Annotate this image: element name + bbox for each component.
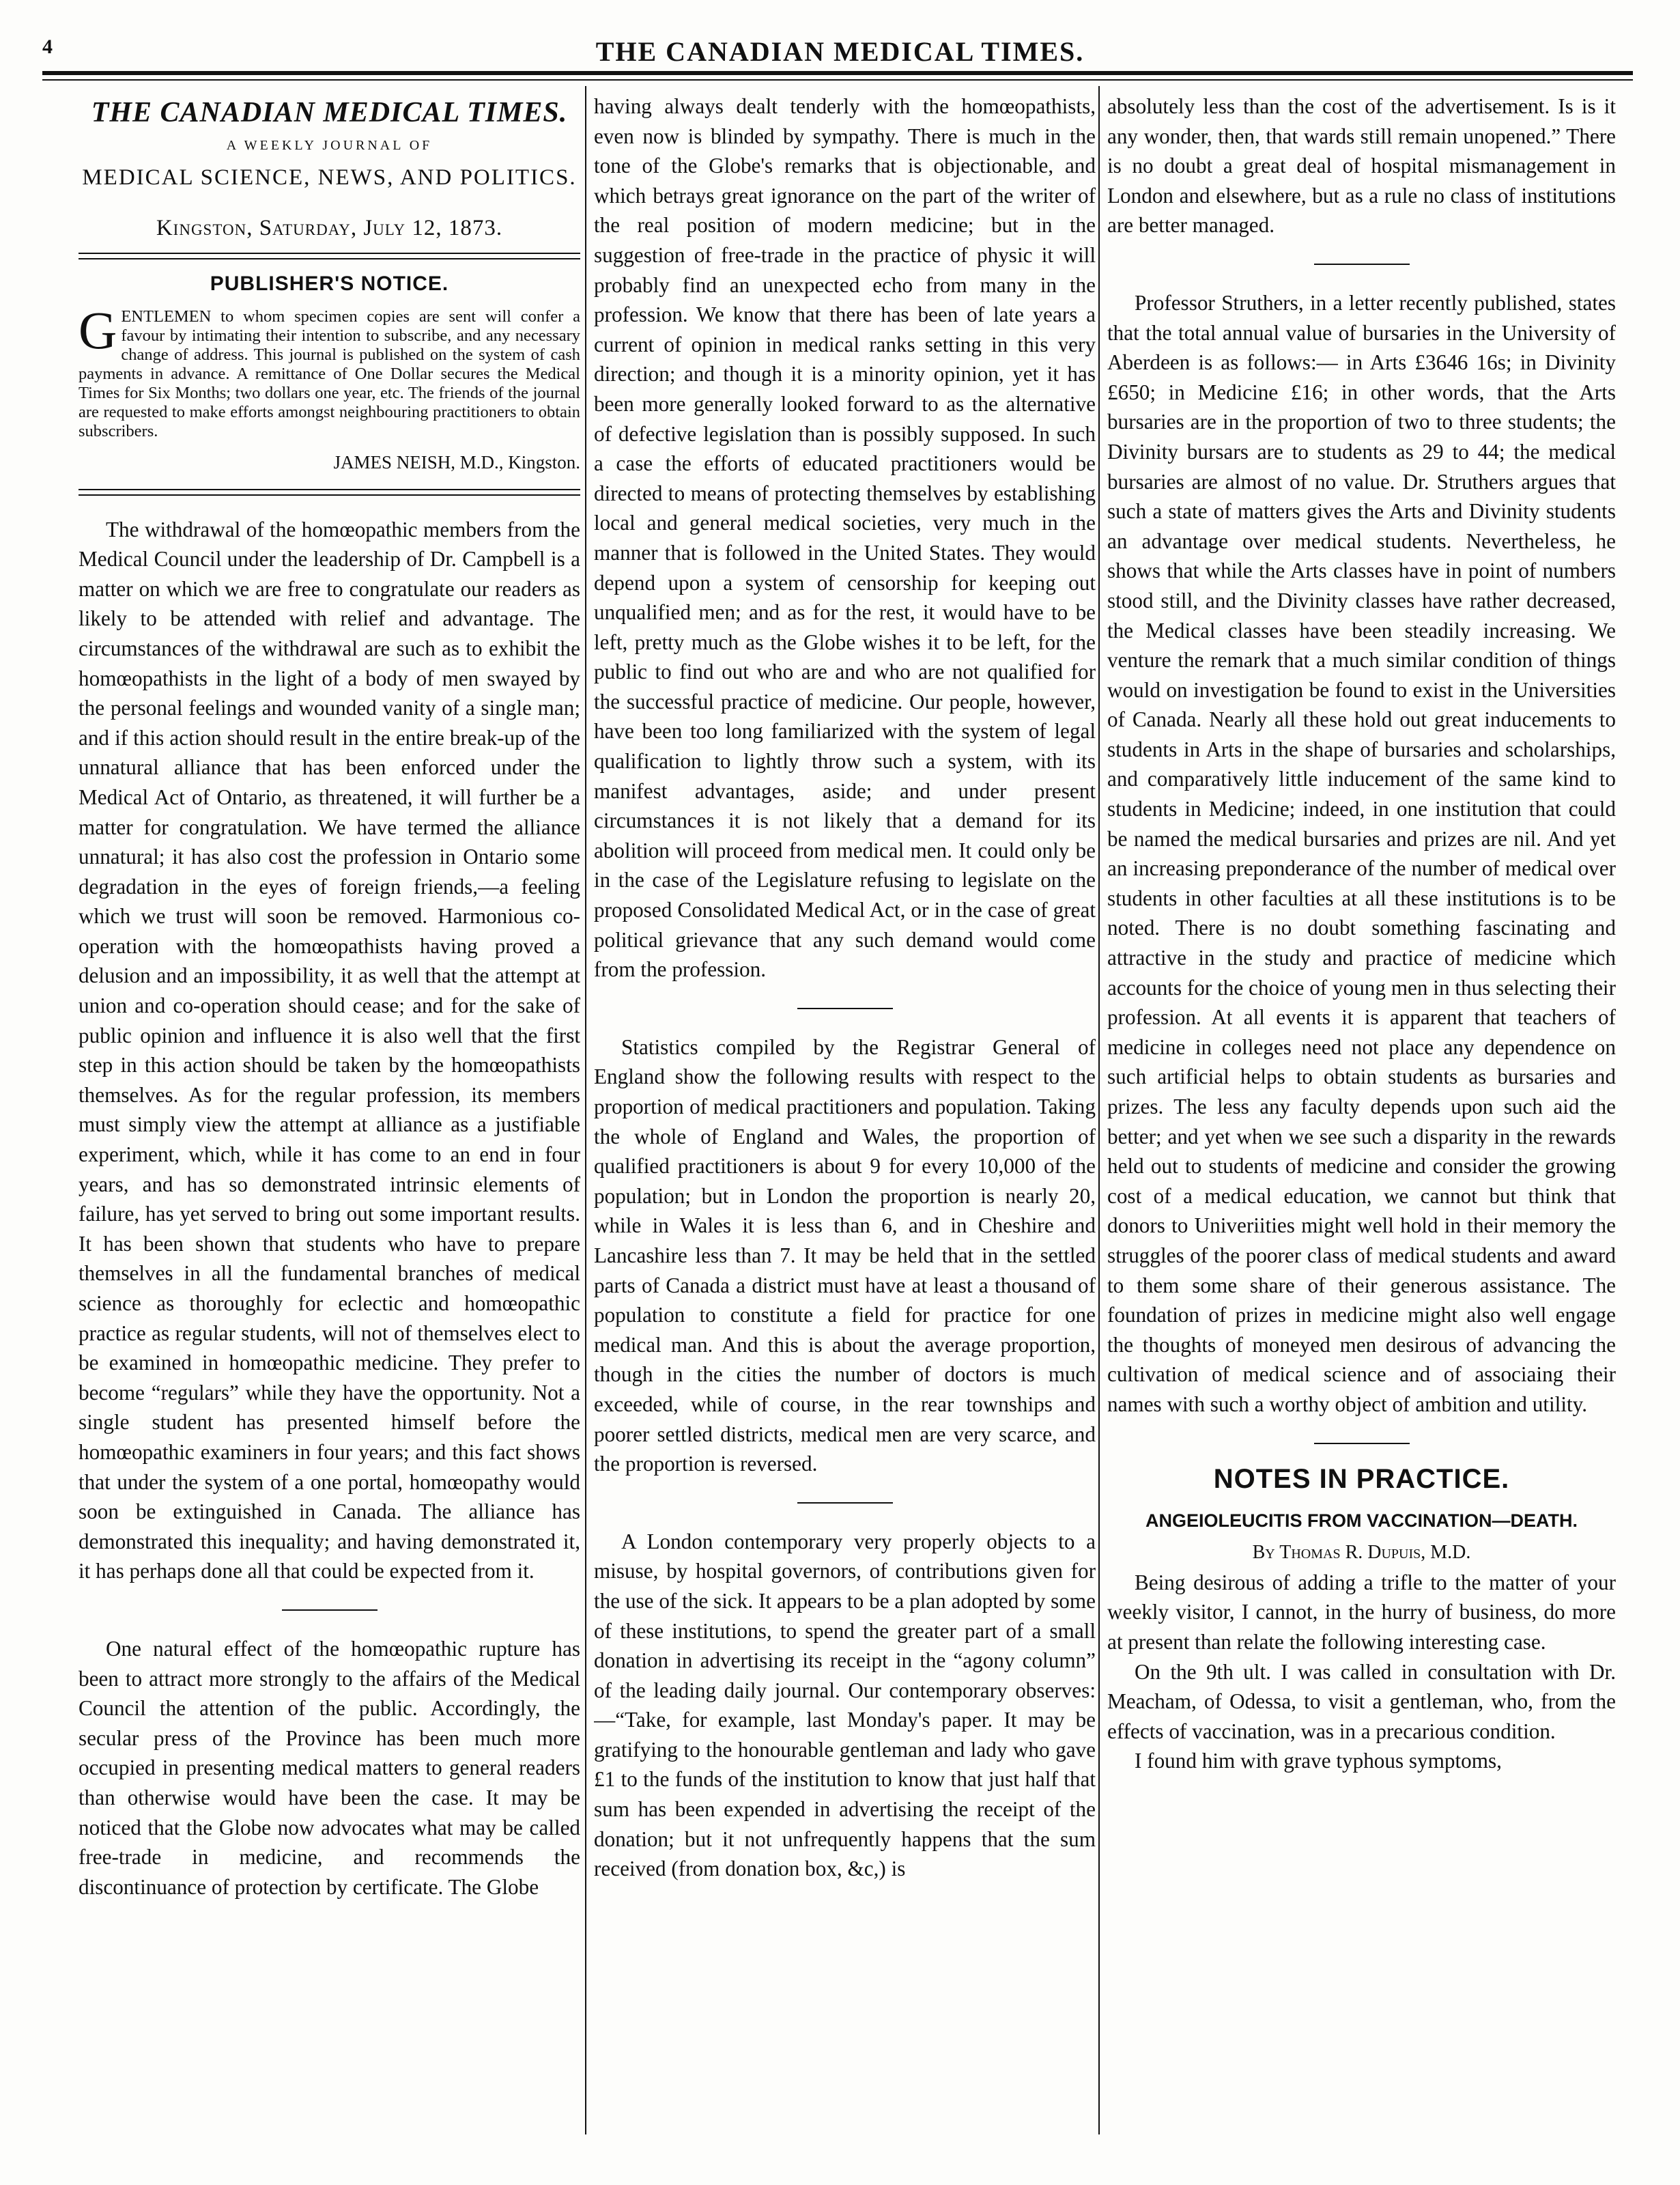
editorial-paragraph: Professor Struthers, in a letter recently published, states that the total annual value of bursaries in the University of Aberdeen is as follows:— in Arts £3646 16s; in Divinity £650; in Medicine £16; in other words, that the Arts bursaries are in the proportion of two to three students; the Divinity bursars are to students as 29 to 44; the medical bursaries are almost of no value. Dr. Struthers argues that such a state of matters gives the Arts and Divinity students an advantage over medical students. Nevertheless, he shows that while the Arts classes have in point of numbers stood still, and the Divinity classes have rather decreased, the Medical classes have been steadily increasing. We venture the remark that a much similar condition of things would on investigation be found to exist in the Universities of Canada. Nearly all these hold out great inducements to students in Arts in the shape of bursaries and scholarships, and comparatively little inducement of the same kind to students in Medicine; indeed, in one institution that could be named the medical bursaries and prizes are nil. And yet an increasing preponderance of the number of medical over students in other faculties at all these institutions is to be noted. There is no doubt something fascinating and attractive in the study and practice of medicine which accounts for the choice of young men in thus selecting their profession. At all events it is apparent that teachers of medicine in colleges need not place any dependence on such artificial helps to obtain students as bursaries and prizes. The less any faculty depends upon such aid the better; and yet when we see such a disparity in the rewards held out to students of medicine and consider the growing cost of a medical education, we cannot but think that donors to Univeriities might well hold in their memory the struggles of the poorer class of medical students and award to them some share of their generous assistance. The foundation of prizes in medicine might also well engage the thoughts of moneyed men desirous of advancing the cultivation of medical science and of associaing their names with such a worthy object of ambition and utility.	[1107, 290, 1616, 1416]
masthead-subtitle: A WEEKLY JOURNAL OF	[226, 137, 433, 153]
masthead-title: THE CANADIAN MEDICAL TIMES.	[91, 97, 568, 128]
column-1	[79, 91, 580, 2133]
column-divider-2	[1098, 86, 1100, 2134]
notice-heading: PUBLISHER'S NOTICE.	[210, 272, 449, 296]
column-divider-1	[585, 86, 586, 2134]
notice-rule	[79, 489, 580, 496]
masthead	[79, 98, 580, 243]
section-divider	[1314, 1443, 1410, 1444]
masthead-dateline: Kingston, Saturday, July 12, 1873.	[156, 215, 503, 240]
section-divider	[282, 1609, 378, 1611]
publisher-notice	[79, 300, 580, 441]
article-paragraph: Being desirous of adding a trifle to the matter of your weekly visitor, I cannot, in the hurry of business, do more at present than relate the following interesting case.	[1107, 1570, 1616, 1654]
section-title: NOTES IN PRACTICE.	[1213, 1463, 1510, 1494]
article-byline: By Thomas R. Dupuis, M.D.	[1252, 1542, 1471, 1564]
section-divider	[797, 1008, 893, 1009]
masthead-subtitle-2: MEDICAL SCIENCE, NEWS, AND POLITICS.	[82, 165, 577, 191]
notice-body: ENTLEMEN to whom specimen copies are sent will confer a favour by intimating their intention to subscribe, and any necessary change of address. This journal is published on the system of cash payments in advance. A remittance of One Dollar secures the Medical Times for Six Months; two dollars one year, etc. The friends of the journal are requested to make efforts amongst neighbouring practitioners to obtain subscribers.	[79, 307, 580, 440]
editorial-paragraph: One natural effect of the homœopathic rupture has been to attract more strongly to the affairs of the Medical Council the attention of the public. Accordingly, the secular press of the Province has been much more occupied in presenting medical matters to general readers than otherwise would have been the case. It may be noticed that the Globe now advocates what may be called free-trade in medicine, and recommends the discontinuance of protection by certificate. The Globe	[79, 1636, 580, 1899]
editorial-paragraph: A London contemporary very properly objects to a misuse, by hospital governors, of contributions given for the use of the sick. It appears to be a plan adopted by some of these institutions, to spend the greater part of a small donation in advertising its receipt in the “agony column” of the leading daily journal. Our contemporary observes:—“Take, for example, last Monday's paper. It may be gratifying to the honourable gentleman and lady who gave £1 to the funds of the institution to know that just half that sum has been expended in advertising the receipt of the donation; but it not unfrequently happens that the sum received (from donation box, &c,) is	[594, 1529, 1096, 1881]
notice-signoff: JAMES NEISH, M.D., Kingston.	[333, 451, 580, 473]
editorial-paragraph: having always dealt tenderly with the homœopathists, even now is blinded by sympathy. There is much in the tone of the Globe's remarks that is objectionable, and which betrays great ignorance on the part of the writer of the real position of modern medicine; but in the suggestion of free-trade in the practice of physic it will probably find an unexpected echo from many in the profession. We know that there has been of late years a current of opinion in medical ranks setting in this very direction; and though it is a minority opinion, yet it has been more generally looked forward to as the alternative of defective legislation than is possibly supposed. In such a case the efforts of educated practitioners would be directed to means of protecting themselves by establishing local and general medical societies, very much in the manner that is followed in the United States. They would depend upon a system of censorship for keeping out unqualified men; and as for the rest, it would have to be left, pretty much as the Globe wishes it to be left, for the public to find out who are and who are not qualified for the successful practice of medicine. Our people, however, have been too long familiarized with the system of legal qualification to lightly throw such a system, with its manifest advantages, aside; and under present circumstances it is not likely that a demand for its abolition will proceed from medical men. It could only be in the case of the Legislature refusing to legislate on the proposed Consolidated Medical Act, or in the case of great political grievance that any such demand would come from the profession.	[594, 94, 1096, 982]
notice-dropcap: G	[79, 300, 117, 360]
article-title: ANGEIOLEUCITIS FROM VACCINATION—DEATH.	[1145, 1510, 1578, 1532]
running-head: THE CANADIAN MEDICAL TIMES.	[595, 36, 1085, 67]
top-rule-thin	[42, 79, 1633, 81]
page-number: 4	[42, 36, 53, 58]
article-paragraph: On the 9th ult. I was called in consultation with Dr. Meacham, of Odessa, to visit a gentleman, who, from the effects of vaccination, was in a precarious condition.	[1107, 1659, 1616, 1743]
editorial-paragraph: absolutely less than the cost of the advertisement. Is is it any wonder, then, that wards still remain unopened.” There is no doubt a great deal of hospital mismanagement in London and elsewhere, but as a rule no class of institutions are better managed.	[1107, 94, 1616, 238]
editorial-paragraph: Statistics compiled by the Registrar General of England show the following results with respect to the proportion of medical practitioners and population. Taking the whole of England and Wales, the proportion of qualified practitioners is about 9 for every 10,000 of the population; but in London the proportion is nearly 20, while in Wales it is less than 6, and in Cheshire and Lancashire less than 7. It may be held that in the settled parts of Canada a district must have at least a thousand of population to constitute a field for practice for one medical man. And this is about the average proportion, though in the cities the number of doctors is much exceeded, while of course, in the rear townships and poorer settled districts, medical men are very scarce, and the proportion is reversed.	[594, 1034, 1096, 1476]
top-rule	[42, 71, 1633, 75]
column-3	[1107, 91, 1616, 2133]
section-divider	[1314, 264, 1410, 265]
column-2	[594, 91, 1096, 2133]
article-paragraph: I found him with grave typhous symptoms,	[1135, 1749, 1502, 1773]
masthead-rule	[79, 253, 580, 259]
section-divider	[797, 1502, 893, 1504]
editorial-paragraph: The withdrawal of the homœopathic members from the Medical Council under the leadership of Dr. Campbell is a matter on which we are free to congratulate our readers as likely to be attended with relief and advantage. The circumstances of the withdrawal are such as to exhibit the homœopathists in the light of a body of men swayed by the personal feelings and wounded vanity of a single man; and if this action should result in the entire break-up of the unnatural alliance that has been enforced under the Medical Act of Ontario, as threatened, it will further be a matter for congratulation. We have termed the alliance unnatural; it has also cost the profession in Ontario some degradation in the eyes of foreign friends,—a feeling which we trust will soon be removed. Harmonious co-operation with the homœopathists having proved a delusion and an impossibility, it as well that the attempt at union and co-operation should cease; and for the sake of public opinion and influence it is also well that the first step in this action should be taken by the homœopathists themselves. As for the regular profession, its members must simply view the attempt at alliance as a justifiable experiment, which, while it has come to an end in four years, and has so demonstrated intrinsic elements of failure, has yet served to bring out some important results. It has been shown that students who have to prepare themselves in all the fundamental branches of medical science as thoroughly for eclectic and homœopathic practice as regular students, will not of themselves elect to be examined in homœopathic medicine. They prefer to become “regulars” while they have the opportunity. Not a single student has presented himself before the homœopathic examiners in four years; and this fact shows that under the system of a one portal, homœopathy would soon be extinguished in Canada. The alliance has demonstrated this inequality; and having demonstrated it, it has perhaps done all that could be expected from it.	[79, 517, 580, 1583]
